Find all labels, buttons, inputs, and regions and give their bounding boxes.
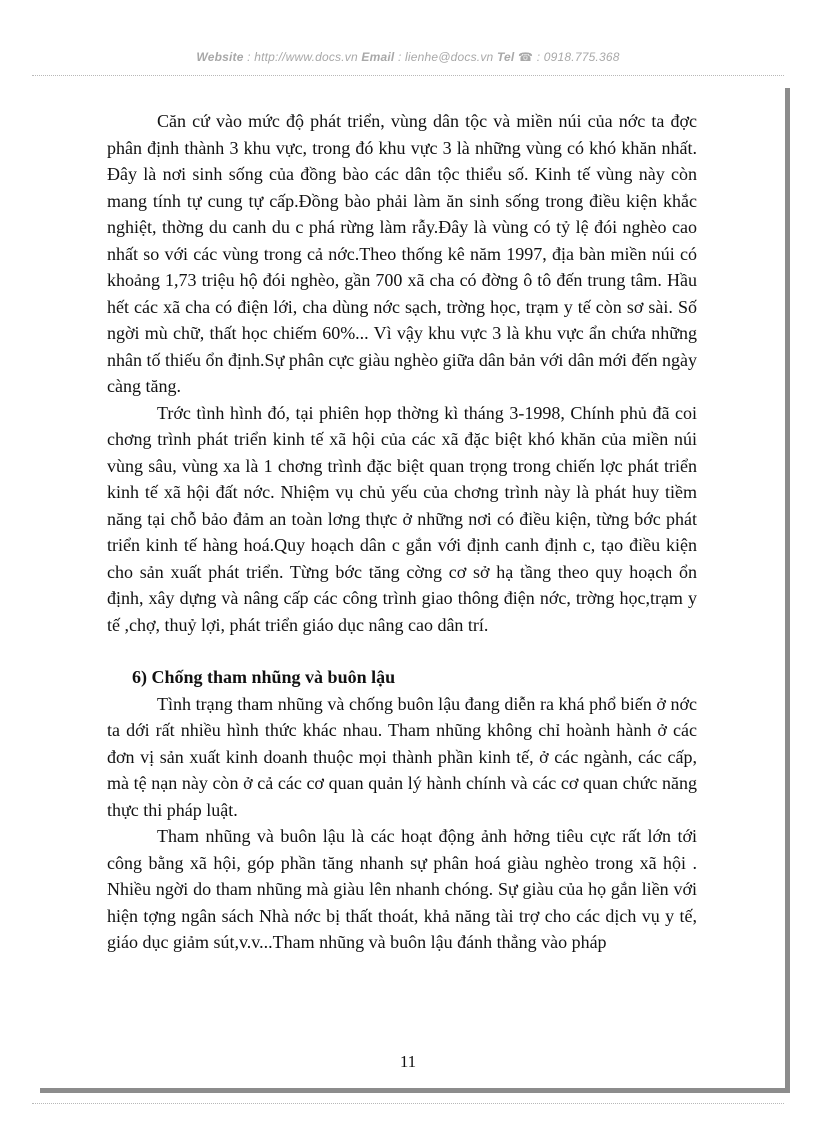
page-number: 11: [399, 1052, 417, 1071]
document-body: [107, 108, 697, 956]
website-value: : http://www.docs.vn: [247, 50, 358, 64]
page-shadow-bottom: [40, 1088, 790, 1093]
tel-value: : 0918.775.368: [536, 50, 620, 64]
phone-icon: ☎: [518, 50, 534, 64]
paragraph: Căn cứ vào mức độ phát triển, vùng dân tộc và miền núi của nớc ta đợc phân định thành 3 khu vực, trong đó khu vực 3 là những vùng có khó khăn nhất. Đây là nơi sinh sống của đồng bào các dân tộc thiểu số. Kinh tế vùng này còn mang tính tự cung tự cấp.Đồng bào phải làm ăn sinh sống trong điều kiện khắc nghiệt, thờng du canh du c phá rừng làm rẫy.Đây là vùng có tỷ lệ đói nghèo cao nhất so với các vùng trong cả nớc.Theo thống kê năm 1997, địa bàn miền núi có khoảng 1,73 triệu hộ đói nghèo, gần 700 xã cha có đờng ô tô đến trung tâm. Hầu hết các xã cha có điện lới, cha dùng nớc sạch, trờng học, trạm y tế còn sơ sài. Số ngời mù chữ, thất học chiếm 60%... Vì vậy khu vực 3 là khu vực ẩn chứa những nhân tố thiếu ổn định.Sự phân cực giàu nghèo giữa dân bản với dân mới đến ngày càng tăng.: [107, 111, 697, 396]
email-label: Email: [361, 50, 395, 64]
paragraph: Tham nhũng và buôn lậu là các hoạt động ảnh hởng tiêu cực rất lớn tới công bằng xã hội, góp phần tăng nhanh sự phân hoá giàu nghèo trong xã hội . Nhiều ngời do tham nhũng mà giàu lên nhanh chóng. Sự giàu của họ gắn liền với hiện tợng ngân sách Nhà nớc bị thất thoát, khả năng tài trợ cho các dịch vụ y tế, giáo dục giảm sút,v.v...Tham nhũng và buôn lậu đánh thẳng vào pháp: [107, 826, 697, 952]
page-header: [0, 50, 816, 64]
email-value: : lienhe@docs.vn: [397, 50, 494, 64]
page-shadow-right: [785, 88, 790, 1093]
header-divider: [32, 75, 784, 76]
website-label: Website: [196, 50, 244, 64]
footer-divider: [32, 1103, 784, 1104]
paragraph: Tình trạng tham nhũng và chống buôn lậu đang diễn ra khá phổ biến ở nớc ta dới rất nhiều hình thức khác nhau. Tham nhũng không chỉ hoành hành ở các đơn vị sản xuất kinh doanh thuộc mọi thành phần kinh tế, ở các ngành, các cấp, mà tệ nạn này còn ở cả các cơ quan quản lý hành chính và các cơ quan chức năng thực thi pháp luật.: [107, 693, 697, 820]
tel-label: Tel: [496, 50, 515, 64]
paragraph: Trớc tình hình đó, tại phiên họp thờng kì tháng 3-1998, Chính phủ đã coi chơng trình phát triển kinh tế xã hội của các xã đặc biệt khó khăn của miền núi vùng sâu, vùng xa là 1 chơng trình đặc biệt quan trọng trong chiến lợc phát triển kinh tế xã hội đất nớc. Nhiệm vụ chủ yếu của chơng trình này là phát huy tiềm năng tại chỗ bảo đảm an toàn lơng thực ở những nơi có điều kiện, từng bớc phát triển kinh tế hàng hoá.Quy hoạch dân c gắn với định canh định c, tạo điều kiện cho sản xuất phát triển. Từng bớc tăng cờng cơ sở hạ tầng theo quy hoạch ổn định, xây dựng và nâng cấp các công trình giao thông điện nớc, trờng học,trạm y tế ,chợ, thuỷ lợi, phát triển giáo dục nâng cao dân trí.: [107, 402, 697, 635]
section-heading: 6) Chống tham nhũng và buôn lậu: [132, 667, 396, 687]
